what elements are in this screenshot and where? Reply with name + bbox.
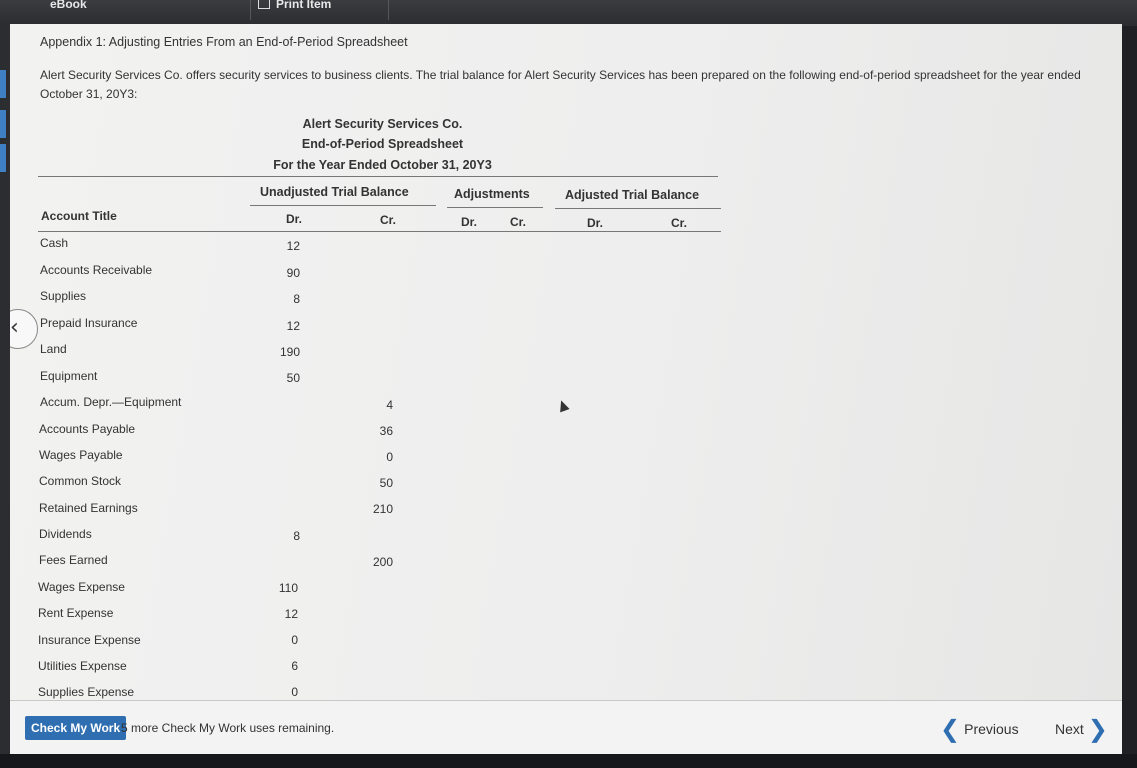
- problem-heading: Appendix 1: Adjusting Entries From an End-of-Period Spreadsheet: [40, 35, 408, 49]
- account-title: Fees Earned: [39, 553, 108, 567]
- unadjusted-cr-value: 4: [386, 398, 393, 412]
- adjustments-header: Adjustments: [454, 187, 530, 201]
- group-rule: [447, 207, 543, 208]
- print-item-button[interactable]: [258, 0, 331, 20]
- account-title-header: Account Title: [41, 209, 117, 223]
- account-title: Equipment: [40, 369, 98, 383]
- previous-button[interactable]: [940, 716, 1019, 742]
- account-title: Cash: [40, 236, 69, 250]
- account-title: Wages Expense: [38, 580, 125, 594]
- unadjusted-cr-value: 210: [372, 502, 393, 516]
- account-title: Retained Earnings: [39, 501, 138, 515]
- account-title: Accounts Receivable: [40, 263, 153, 277]
- unadjusted-dr-header: Dr.: [286, 212, 303, 226]
- unadjusted-dr-value: 50: [286, 371, 300, 385]
- unadjusted-dr-value: 0: [291, 633, 298, 647]
- account-title: Wages Payable: [39, 448, 123, 462]
- account-title: Insurance Expense: [38, 633, 141, 647]
- rail-marker: [0, 70, 6, 98]
- unadjusted-dr-value: 12: [284, 607, 298, 621]
- unadjusted-header: Unadjusted Trial Balance: [260, 185, 409, 199]
- unadjusted-cr-value: 36: [379, 424, 393, 438]
- adjusted-cr-header: Cr.: [671, 216, 688, 230]
- unadjusted-cr-value: 200: [372, 555, 393, 569]
- rail-marker: [0, 144, 6, 172]
- chevron-left-icon: ❮: [940, 715, 961, 743]
- chevron-left-icon: ‹: [10, 315, 19, 340]
- footer-bar: [10, 700, 1122, 754]
- print-item-label: Print Item: [276, 0, 332, 11]
- rail-marker: [0, 110, 6, 138]
- account-title: Accounts Payable: [39, 422, 136, 436]
- check-remaining-text: 5 more Check My Work uses remaining.: [121, 721, 335, 735]
- unadjusted-dr-value: 12: [286, 239, 300, 253]
- unadjusted-cr-value: 50: [379, 476, 393, 490]
- next-label: Next: [1055, 721, 1084, 737]
- problem-intro: Alert Security Services Co. offers security services to business clients. The trial balance for Alert Security Services has been prepared on the following end-of-period spreadsheet for the year ended October 31, 20Y3:: [40, 68, 1081, 101]
- account-title: Common Stock: [39, 474, 122, 488]
- chevron-right-icon: ❯: [1087, 715, 1108, 743]
- account-title: Rent Expense: [38, 606, 114, 620]
- unadjusted-cr-value: 0: [386, 450, 393, 464]
- unadjusted-dr-value: 190: [279, 345, 300, 359]
- group-rule: [555, 208, 721, 209]
- check-my-work-button[interactable]: Check My Work: [25, 716, 126, 740]
- top-toolbar: [0, 0, 1137, 26]
- unadjusted-dr-value: 6: [291, 659, 298, 673]
- unadjusted-dr-value: 90: [286, 266, 300, 280]
- ebook-tab[interactable]: eBook: [50, 0, 87, 11]
- unadjusted-dr-value: 12: [286, 319, 300, 333]
- problem-content: [10, 24, 1122, 700]
- print-icon: [258, 0, 270, 9]
- unadjusted-dr-value: 110: [278, 581, 298, 595]
- group-rule: [250, 205, 436, 206]
- spreadsheet-company: Alert Security Services Co.: [302, 117, 463, 131]
- spreadsheet-name: End-of-Period Spreadsheet: [301, 137, 464, 151]
- account-title: Accum. Depr.—Equipment: [40, 395, 182, 409]
- table-rule: [38, 176, 718, 177]
- account-title: Supplies: [40, 289, 87, 303]
- unadjusted-dr-value: 0: [291, 685, 298, 699]
- account-title: Dividends: [39, 527, 92, 541]
- adjustments-dr-header: Dr.: [461, 215, 478, 229]
- toolbar-divider: [250, 0, 251, 20]
- account-title: Supplies Expense: [38, 685, 135, 699]
- unadjusted-cr-header: Cr.: [380, 213, 397, 227]
- toolbar-divider: [388, 0, 389, 20]
- left-rail: [0, 26, 10, 768]
- spreadsheet-period: For the Year Ended October 31, 20Y3: [273, 158, 492, 172]
- mouse-cursor-icon: [556, 399, 569, 413]
- previous-label: Previous: [964, 721, 1019, 737]
- header-rule: [38, 231, 721, 232]
- adjusted-dr-header: Dr.: [587, 216, 604, 230]
- account-title: Prepaid Insurance: [40, 316, 138, 330]
- next-button[interactable]: [1055, 716, 1108, 742]
- adjustments-cr-header: Cr.: [510, 215, 527, 229]
- unadjusted-dr-value: 8: [293, 529, 300, 543]
- adjusted-header: Adjusted Trial Balance: [565, 188, 700, 202]
- unadjusted-dr-value: 8: [293, 292, 300, 306]
- account-title: Land: [40, 342, 67, 356]
- bottom-edge: [0, 754, 1137, 768]
- account-title: Utilities Expense: [38, 659, 127, 673]
